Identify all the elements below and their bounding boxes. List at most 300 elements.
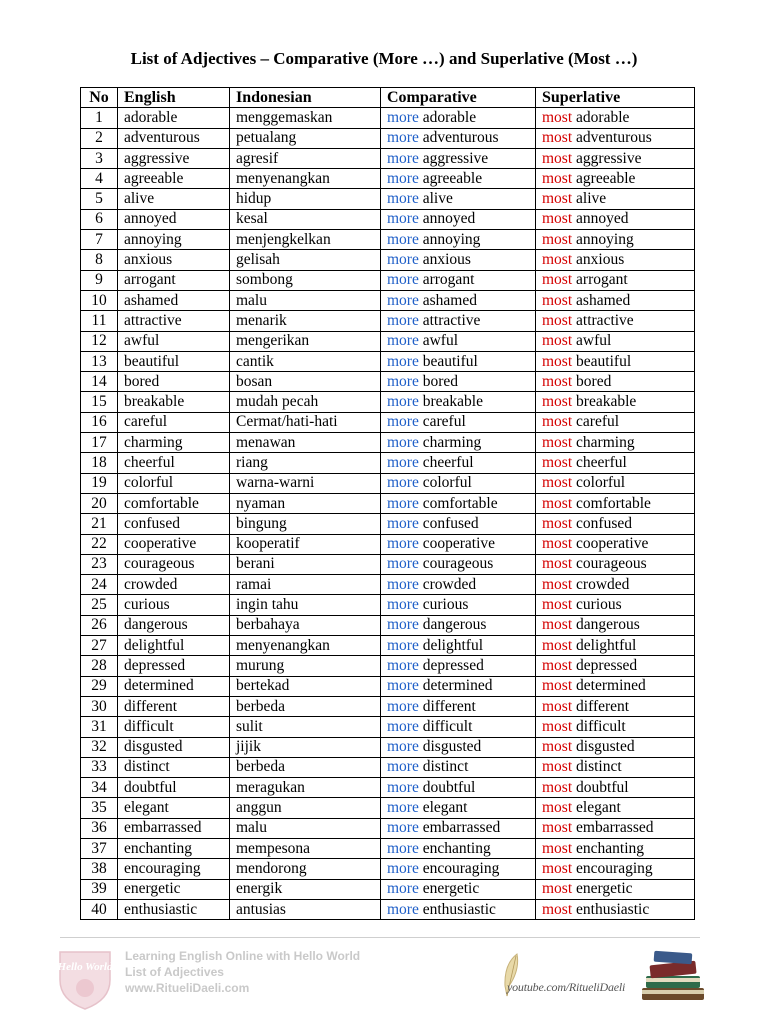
cell-indonesian: agresif (230, 148, 381, 168)
table-row (81, 575, 695, 595)
superlative-adjective: colorful (576, 474, 626, 492)
table-row (81, 433, 695, 453)
cell-comparative (381, 534, 536, 554)
comparative-adjective: dangerous (422, 616, 487, 634)
cell-comparative (381, 595, 536, 615)
comparative-adjective: alive (422, 190, 453, 208)
cell-indonesian: hidup (230, 189, 381, 209)
most-word: most (542, 738, 573, 756)
header-superlative: Superlative (536, 88, 695, 108)
superlative-adjective: bored (576, 372, 612, 390)
cell-english: charming (118, 433, 230, 453)
comparative-adjective: doubtful (422, 778, 476, 796)
cell-indonesian: malu (230, 290, 381, 310)
most-word: most (542, 819, 573, 837)
table-row (81, 554, 695, 574)
more-word: more (387, 799, 419, 817)
cell-indonesian: cantik (230, 351, 381, 371)
superlative-adjective: cheerful (576, 453, 627, 471)
comparative-adjective: annoyed (422, 210, 476, 228)
logo-text: Hello World (57, 961, 113, 973)
cell-comparative (381, 189, 536, 209)
cell-english: courageous (118, 554, 230, 574)
cell-comparative (381, 108, 536, 128)
comparative-adjective: encouraging (422, 859, 500, 877)
table-row (81, 392, 695, 412)
comparative-adjective: enthusiastic (422, 900, 496, 918)
more-word: more (387, 656, 419, 674)
cell-superlative (536, 615, 695, 635)
cell-comparative (381, 778, 536, 798)
table-row (81, 838, 695, 858)
comparative-adjective: bored (422, 372, 459, 390)
cell-superlative (536, 534, 695, 554)
more-word: more (387, 717, 419, 735)
cell-no: 15 (81, 392, 118, 412)
cell-no: 31 (81, 717, 118, 737)
cell-indonesian: mudah pecah (230, 392, 381, 412)
table-row (81, 778, 695, 798)
more-word: more (387, 697, 419, 715)
superlative-adjective: arrogant (576, 271, 628, 289)
more-word: more (387, 190, 419, 208)
comparative-adjective: courageous (422, 555, 494, 573)
cell-superlative (536, 514, 695, 534)
most-word: most (542, 799, 573, 817)
cell-no: 38 (81, 859, 118, 879)
cell-english: adventurous (118, 128, 230, 148)
more-word: more (387, 819, 419, 837)
table-row (81, 108, 695, 128)
cell-comparative (381, 148, 536, 168)
cell-comparative (381, 433, 536, 453)
most-word: most (542, 372, 573, 390)
cell-no: 12 (81, 331, 118, 351)
more-word: more (387, 575, 419, 593)
most-word: most (542, 352, 573, 370)
more-word: more (387, 352, 419, 370)
page-title: List of Adjectives – Comparative (More …) and Superlative (Most …) (130, 49, 638, 68)
most-word: most (542, 494, 573, 512)
most-word: most (542, 616, 573, 634)
table-row (81, 636, 695, 656)
superlative-adjective: energetic (576, 880, 633, 898)
cell-comparative (381, 331, 536, 351)
cell-indonesian: murung (230, 656, 381, 676)
cell-no: 29 (81, 676, 118, 696)
cell-comparative (381, 514, 536, 534)
superlative-adjective: attractive (576, 311, 634, 329)
comparative-adjective: cheerful (422, 453, 474, 471)
superlative-adjective: distinct (576, 758, 622, 776)
superlative-adjective: awful (576, 332, 612, 350)
cell-english: aggressive (118, 148, 230, 168)
cell-english: awful (118, 331, 230, 351)
table-row (81, 798, 695, 818)
cell-superlative (536, 554, 695, 574)
cell-superlative (536, 493, 695, 513)
more-word: more (387, 616, 419, 634)
cell-english: crowded (118, 575, 230, 595)
cell-english: comfortable (118, 493, 230, 513)
comparative-adjective: aggressive (422, 149, 489, 167)
comparative-adjective: agreeable (422, 169, 483, 187)
most-word: most (542, 555, 573, 573)
comparative-adjective: delightful (422, 636, 484, 654)
cell-no: 37 (81, 838, 118, 858)
cell-superlative (536, 879, 695, 899)
cell-superlative (536, 372, 695, 392)
comparative-adjective: difficult (422, 717, 473, 735)
table-row (81, 656, 695, 676)
cell-indonesian: anggun (230, 798, 381, 818)
superlative-adjective: cooperative (576, 535, 649, 553)
cell-indonesian: menarik (230, 311, 381, 331)
most-word: most (542, 108, 573, 126)
comparative-adjective: charming (422, 433, 482, 451)
superlative-adjective: doubtful (576, 778, 629, 796)
superlative-adjective: confused (576, 514, 632, 532)
comparative-adjective: comfortable (422, 494, 498, 512)
adjectives-table (80, 87, 695, 920)
cell-no: 14 (81, 372, 118, 392)
cell-no: 25 (81, 595, 118, 615)
comparative-adjective: determined (422, 677, 493, 695)
cell-no: 2 (81, 128, 118, 148)
cell-indonesian: Cermat/hati-hati (230, 412, 381, 432)
cell-indonesian: kesal (230, 209, 381, 229)
comparative-adjective: careful (422, 413, 466, 431)
superlative-adjective: enthusiastic (576, 900, 650, 918)
cell-superlative (536, 250, 695, 270)
cell-superlative (536, 656, 695, 676)
cell-superlative (536, 717, 695, 737)
superlative-adjective: delightful (576, 636, 637, 654)
superlative-adjective: embarrassed (576, 819, 654, 837)
more-word: more (387, 636, 419, 654)
cell-no: 28 (81, 656, 118, 676)
cell-comparative (381, 473, 536, 493)
superlative-adjective: annoying (576, 230, 634, 248)
table-header-row (81, 88, 695, 108)
comparative-adjective: energetic (422, 880, 480, 898)
cell-indonesian: bosan (230, 372, 381, 392)
cell-english: difficult (118, 717, 230, 737)
cell-indonesian: gelisah (230, 250, 381, 270)
cell-indonesian: berbeda (230, 696, 381, 716)
cell-english: enthusiastic (118, 899, 230, 919)
cell-english: anxious (118, 250, 230, 270)
more-word: more (387, 251, 419, 269)
table-row (81, 230, 695, 250)
more-word: more (387, 677, 419, 695)
most-word: most (542, 656, 573, 674)
more-word: more (387, 758, 419, 776)
cell-no: 10 (81, 290, 118, 310)
cell-english: doubtful (118, 778, 230, 798)
more-word: more (387, 880, 419, 898)
superlative-adjective: alive (576, 190, 607, 208)
most-word: most (542, 758, 573, 776)
cell-comparative (381, 311, 536, 331)
most-word: most (542, 149, 573, 167)
cell-superlative (536, 737, 695, 757)
cell-superlative (536, 392, 695, 412)
cell-superlative (536, 778, 695, 798)
table-row (81, 331, 695, 351)
superlative-adjective: enchanting (576, 839, 645, 857)
comparative-adjective: adventurous (422, 129, 499, 147)
cell-no: 11 (81, 311, 118, 331)
cell-english: enchanting (118, 838, 230, 858)
cell-superlative (536, 311, 695, 331)
more-word: more (387, 108, 419, 126)
cell-comparative (381, 230, 536, 250)
more-word: more (387, 453, 419, 471)
footer-line-1: Learning English Online with Hello World (125, 949, 361, 963)
most-word: most (542, 393, 573, 411)
cell-comparative (381, 757, 536, 777)
cell-comparative (381, 717, 536, 737)
cell-comparative (381, 676, 536, 696)
cell-comparative (381, 615, 536, 635)
cell-superlative (536, 331, 695, 351)
more-word: more (387, 149, 419, 167)
cell-indonesian: nyaman (230, 493, 381, 513)
most-word: most (542, 596, 573, 614)
most-word: most (542, 129, 573, 147)
most-word: most (542, 514, 573, 532)
more-word: more (387, 738, 419, 756)
cell-no: 5 (81, 189, 118, 209)
superlative-adjective: adventurous (576, 129, 652, 147)
more-word: more (387, 535, 419, 553)
cell-superlative (536, 412, 695, 432)
cell-comparative (381, 818, 536, 838)
superlative-adjective: difficult (576, 717, 626, 735)
cell-indonesian: menjengkelkan (230, 230, 381, 250)
cell-no: 30 (81, 696, 118, 716)
cell-indonesian: mengerikan (230, 331, 381, 351)
superlative-adjective: aggressive (576, 149, 642, 167)
cell-comparative (381, 656, 536, 676)
cell-superlative (536, 169, 695, 189)
table-row (81, 311, 695, 331)
cell-superlative (536, 859, 695, 879)
cell-comparative (381, 351, 536, 371)
cell-indonesian: riang (230, 453, 381, 473)
comparative-adjective: crowded (422, 575, 477, 593)
youtube-link[interactable]: youtube.com/RitueliDaeli (507, 980, 626, 994)
cell-english: bored (118, 372, 230, 392)
cell-indonesian: energik (230, 879, 381, 899)
header-indonesian: Indonesian (230, 88, 381, 108)
cell-indonesian: malu (230, 818, 381, 838)
cell-english: careful (118, 412, 230, 432)
more-word: more (387, 474, 419, 492)
cell-english: dangerous (118, 615, 230, 635)
cell-english: alive (118, 189, 230, 209)
table-row (81, 615, 695, 635)
cell-indonesian: kooperatif (230, 534, 381, 554)
comparative-adjective: elegant (422, 799, 468, 817)
comparative-adjective: depressed (422, 656, 484, 674)
cell-indonesian: berbahaya (230, 615, 381, 635)
most-word: most (542, 474, 573, 492)
cell-indonesian: menyenangkan (230, 636, 381, 656)
cell-no: 19 (81, 473, 118, 493)
comparative-adjective: embarrassed (422, 819, 501, 837)
superlative-adjective: curious (576, 596, 622, 614)
cell-indonesian: petualang (230, 128, 381, 148)
comparative-adjective: breakable (422, 393, 483, 411)
table-row (81, 595, 695, 615)
cell-indonesian: jijik (230, 737, 381, 757)
cell-english: adorable (118, 108, 230, 128)
most-word: most (542, 717, 573, 735)
superlative-adjective: disgusted (576, 738, 635, 756)
header-english: English (118, 88, 230, 108)
more-word: more (387, 169, 419, 187)
cell-indonesian: warna-warni (230, 473, 381, 493)
cell-no: 17 (81, 433, 118, 453)
comparative-adjective: adorable (422, 108, 477, 126)
table-row (81, 412, 695, 432)
cell-no: 34 (81, 778, 118, 798)
most-word: most (542, 575, 573, 593)
cell-superlative (536, 595, 695, 615)
cell-superlative (536, 290, 695, 310)
comparative-adjective: cooperative (422, 535, 496, 553)
cell-no: 21 (81, 514, 118, 534)
table-row (81, 270, 695, 290)
most-word: most (542, 900, 573, 918)
superlative-adjective: charming (576, 433, 635, 451)
more-word: more (387, 332, 419, 350)
comparative-adjective: beautiful (422, 352, 478, 370)
most-word: most (542, 880, 573, 898)
cell-no: 8 (81, 250, 118, 270)
cell-english: different (118, 696, 230, 716)
cell-no: 7 (81, 230, 118, 250)
cell-superlative (536, 108, 695, 128)
cell-indonesian: berani (230, 554, 381, 574)
table-row (81, 514, 695, 534)
more-word: more (387, 494, 419, 512)
table-row (81, 453, 695, 473)
footer-divider (60, 937, 700, 938)
cell-no: 24 (81, 575, 118, 595)
table-row (81, 757, 695, 777)
cell-comparative (381, 575, 536, 595)
more-word: more (387, 596, 419, 614)
cell-comparative (381, 270, 536, 290)
more-word: more (387, 413, 419, 431)
cell-superlative (536, 838, 695, 858)
cell-english: energetic (118, 879, 230, 899)
cell-superlative (536, 351, 695, 371)
most-word: most (542, 433, 573, 451)
cell-no: 27 (81, 636, 118, 656)
cell-no: 36 (81, 818, 118, 838)
superlative-adjective: encouraging (576, 859, 653, 877)
comparative-adjective: confused (422, 514, 479, 532)
cell-no: 1 (81, 108, 118, 128)
cell-comparative (381, 737, 536, 757)
cell-english: curious (118, 595, 230, 615)
cell-no: 18 (81, 453, 118, 473)
cell-indonesian: bingung (230, 514, 381, 534)
comparative-adjective: enchanting (422, 839, 491, 857)
cell-no: 32 (81, 737, 118, 757)
most-word: most (542, 210, 573, 228)
superlative-adjective: beautiful (576, 352, 632, 370)
cell-indonesian: antusias (230, 899, 381, 919)
cell-english: breakable (118, 392, 230, 412)
cell-superlative (536, 676, 695, 696)
header-no: No (81, 88, 118, 108)
cell-no: 4 (81, 169, 118, 189)
cell-english: determined (118, 676, 230, 696)
most-word: most (542, 697, 573, 715)
table-row (81, 859, 695, 879)
most-word: most (542, 535, 573, 553)
table-row (81, 493, 695, 513)
cell-english: elegant (118, 798, 230, 818)
more-word: more (387, 859, 419, 877)
cell-english: annoyed (118, 209, 230, 229)
more-word: more (387, 210, 419, 228)
cell-superlative (536, 270, 695, 290)
most-word: most (542, 332, 573, 350)
cell-english: ashamed (118, 290, 230, 310)
cell-indonesian: berbeda (230, 757, 381, 777)
most-word: most (542, 677, 573, 695)
cell-no: 35 (81, 798, 118, 818)
comparative-adjective: curious (422, 596, 469, 614)
comparative-adjective: annoying (422, 230, 481, 248)
cell-english: attractive (118, 311, 230, 331)
most-word: most (542, 413, 573, 431)
cell-no: 23 (81, 554, 118, 574)
more-word: more (387, 129, 419, 147)
table-row (81, 209, 695, 229)
table-row (81, 696, 695, 716)
cell-english: embarrassed (118, 818, 230, 838)
cell-superlative (536, 899, 695, 919)
cell-comparative (381, 554, 536, 574)
more-word: more (387, 900, 419, 918)
superlative-adjective: different (576, 697, 630, 715)
footer-website-link[interactable]: www.RitueliDaeli.com (125, 981, 250, 995)
cell-no: 6 (81, 209, 118, 229)
table-row (81, 818, 695, 838)
books-stack-icon (636, 948, 708, 1004)
more-word: more (387, 291, 419, 309)
cell-english: arrogant (118, 270, 230, 290)
cell-english: annoying (118, 230, 230, 250)
cell-indonesian: mendorong (230, 859, 381, 879)
superlative-adjective: determined (576, 677, 646, 695)
cell-indonesian: sulit (230, 717, 381, 737)
cell-comparative (381, 250, 536, 270)
most-word: most (542, 839, 573, 857)
more-word: more (387, 839, 419, 857)
table-row (81, 372, 695, 392)
superlative-adjective: ashamed (576, 291, 631, 309)
cell-comparative (381, 493, 536, 513)
comparative-adjective: colorful (422, 474, 472, 492)
